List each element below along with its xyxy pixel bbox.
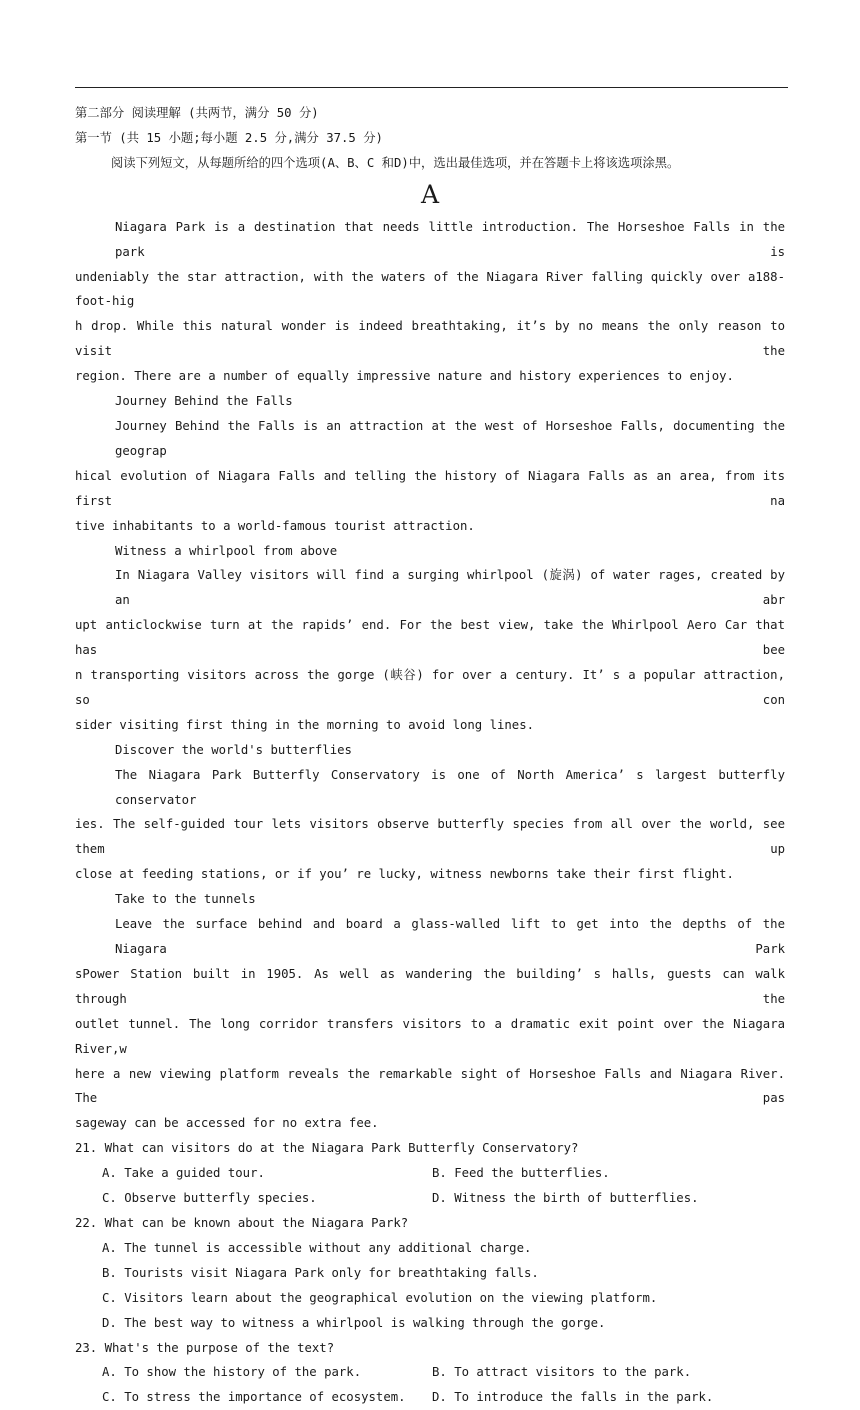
question-21 <box>75 1136 785 1211</box>
passage-line: In Niagara Valley visitors will find a surging whirlpool (旋涡) of water rages, created by an abr <box>75 563 785 613</box>
option-a: A. Take a guided tour. <box>102 1161 432 1186</box>
passage-line: upt anticlockwise turn at the rapids’ end. For the best view, take the Whirlpool Aero Car that has bee <box>75 613 785 663</box>
question-stem: 22. What can be known about the Niagara Park? <box>75 1211 785 1236</box>
passage-line: h drop. While this natural wonder is indeed breathtaking, it’s by no means the only reason to visit the <box>75 314 785 364</box>
section-title: 第一节 (共 15 小题;每小题 2.5 分,满分 37.5 分) <box>75 126 785 151</box>
part-title: 第二部分 阅读理解 (共两节，满分 50 分) <box>75 101 785 126</box>
passage-line: tive inhabitants to a world-famous tourist attraction. <box>75 514 785 539</box>
instructions: 阅读下列短文，从每题所给的四个选项(A、B、C 和D)中，选出最佳选项，并在答题卡上将该选项涂黑。 <box>75 151 785 176</box>
question-stem: 21. What can visitors do at the Niagara Park Butterfly Conservatory? <box>75 1136 785 1161</box>
option-a: A. The tunnel is accessible without any additional charge. <box>75 1236 785 1261</box>
passage-line: sageway can be accessed for no extra fee. <box>75 1111 785 1136</box>
section-tunnels <box>75 887 785 1136</box>
option-a: A. To show the history of the park. <box>102 1360 432 1385</box>
passage-line: sPower Station built in 1905. As well as wandering the building’ s halls, guests can walk through the <box>75 962 785 1012</box>
question-22 <box>75 1211 785 1336</box>
passage-line: close at feeding stations, or if you’ re lucky, witness newborns take their first flight. <box>75 862 785 887</box>
option-row <box>75 1360 785 1385</box>
option-d: D. To introduce the falls in the park. <box>432 1385 713 1410</box>
option-row <box>75 1161 785 1186</box>
passage-line: undeniably the star attraction, with the waters of the Niagara River falling quickly over a188-foot-hig <box>75 265 785 315</box>
section-butterflies <box>75 738 785 887</box>
passage-line: sider visiting first thing in the morning to avoid long lines. <box>75 713 785 738</box>
passage-line: Niagara Park is a destination that needs little introduction. The Horseshoe Falls in the park is <box>75 215 785 265</box>
option-row <box>75 1385 785 1410</box>
passage-line: here a new viewing platform reveals the remarkable sight of Horseshoe Falls and Niagara River. The pas <box>75 1062 785 1112</box>
section-whirlpool <box>75 539 785 738</box>
section-heading: Witness a whirlpool from above <box>75 539 785 564</box>
section-heading: Discover the world's butterflies <box>75 738 785 763</box>
option-b: B. Tourists visit Niagara Park only for breathtaking falls. <box>75 1261 785 1286</box>
option-row <box>75 1186 785 1211</box>
passage-line: Journey Behind the Falls is an attraction at the west of Horseshoe Falls, documenting the geograp <box>75 414 785 464</box>
option-c: C. To stress the importance of ecosystem. <box>102 1385 432 1410</box>
option-b: B. To attract visitors to the park. <box>432 1360 691 1385</box>
header-rule <box>75 87 788 88</box>
option-d: D. The best way to witness a whirlpool is walking through the gorge. <box>75 1311 785 1336</box>
passage-line: ies. The self-guided tour lets visitors observe butterfly species from all over the world, see them up <box>75 812 785 862</box>
section-journey <box>75 389 785 538</box>
passage-line: Leave the surface behind and board a glass-walled lift to get into the depths of the Niagara Park <box>75 912 785 962</box>
question-23 <box>75 1336 785 1410</box>
passage-line: outlet tunnel. The long corridor transfers visitors to a dramatic exit point over the Niagara River,w <box>75 1012 785 1062</box>
option-b: B. Feed the butterflies. <box>432 1161 610 1186</box>
passage-letter: A <box>75 177 785 213</box>
passage-intro <box>75 215 785 389</box>
exam-page <box>75 101 785 1410</box>
passage-line: hical evolution of Niagara Falls and telling the history of Niagara Falls as an area, from its first na <box>75 464 785 514</box>
option-c: C. Observe butterfly species. <box>102 1186 432 1211</box>
passage-line: n transporting visitors across the gorge (峡谷) for over a century. It’ s a popular attraction, so con <box>75 663 785 713</box>
option-d: D. Witness the birth of butterflies. <box>432 1186 699 1211</box>
passage-line: The Niagara Park Butterfly Conservatory is one of North America’ s largest butterfly conservator <box>75 763 785 813</box>
option-c: C. Visitors learn about the geographical evolution on the viewing platform. <box>75 1286 785 1311</box>
section-heading: Journey Behind the Falls <box>75 389 785 414</box>
question-stem: 23. What's the purpose of the text? <box>75 1336 785 1361</box>
passage-line: region. There are a number of equally impressive nature and history experiences to enjoy. <box>75 364 785 389</box>
section-heading: Take to the tunnels <box>75 887 785 912</box>
